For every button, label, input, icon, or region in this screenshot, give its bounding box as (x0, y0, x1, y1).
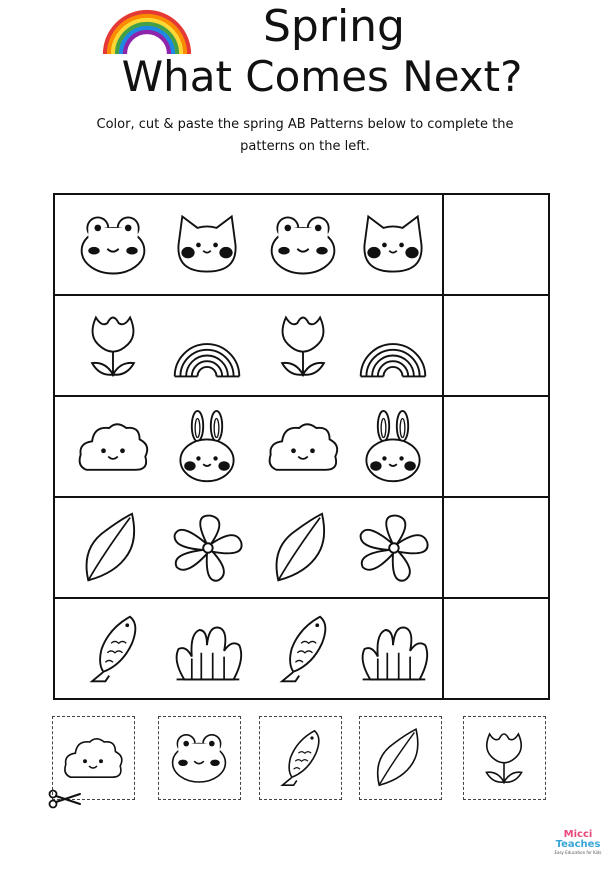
pattern-row-5 (55, 599, 548, 700)
cutout-card-2[interactable] (158, 716, 241, 800)
answer-cell-2[interactable] (442, 296, 548, 395)
tulip-icon (265, 308, 341, 384)
cutout-card-3[interactable] (259, 716, 342, 800)
instructions-text: Color, cut & paste the spring AB Patterns below to complete the patterns on the left. (96, 117, 514, 154)
pattern-grid (53, 193, 550, 700)
pattern-row-2 (55, 296, 548, 397)
answer-cell-3[interactable] (442, 397, 548, 496)
grass-icon (355, 611, 431, 687)
bunny-face-icon (169, 409, 245, 485)
cat-face-icon (355, 207, 431, 283)
logo-line2: Teaches (555, 839, 601, 850)
answer-cell-4[interactable] (442, 498, 548, 597)
answer-cell-5[interactable] (442, 599, 548, 700)
flower-icon (355, 510, 431, 586)
cloud-face-icon (61, 726, 125, 790)
page-title-line1: Spring (263, 1, 405, 52)
cutout-card-1[interactable] (52, 716, 135, 800)
fish-icon (75, 611, 151, 687)
scissors-icon (48, 790, 82, 808)
rainbow-icon (355, 308, 431, 384)
pattern-row-1 (55, 195, 548, 296)
pattern-row-4 (55, 498, 548, 599)
logo-tagline: Easy Education for Kids (554, 850, 602, 855)
leaf-icon (75, 510, 151, 586)
cloud-face-icon (265, 409, 341, 485)
micci-teaches-logo (552, 830, 604, 856)
frog-face-icon (75, 207, 151, 283)
frog-face-icon (167, 726, 231, 790)
cloud-face-icon (75, 409, 151, 485)
leaf-icon (265, 510, 341, 586)
tulip-icon (472, 726, 536, 790)
logo-line1: Micci (563, 829, 593, 840)
bunny-face-icon (355, 409, 431, 485)
rainbow-icon (169, 308, 245, 384)
leaf-icon (368, 726, 432, 790)
fish-icon (268, 726, 332, 790)
flower-icon (169, 510, 245, 586)
fish-icon (265, 611, 341, 687)
pattern-row-3 (55, 397, 548, 498)
tulip-icon (75, 308, 151, 384)
answer-cell-1[interactable] (442, 195, 548, 294)
page-title-line2: What Comes Next? (121, 52, 523, 101)
cutout-card-5[interactable] (463, 716, 546, 800)
grass-icon (169, 611, 245, 687)
frog-face-icon (265, 207, 341, 283)
cutout-card-4[interactable] (359, 716, 442, 800)
cat-face-icon (169, 207, 245, 283)
